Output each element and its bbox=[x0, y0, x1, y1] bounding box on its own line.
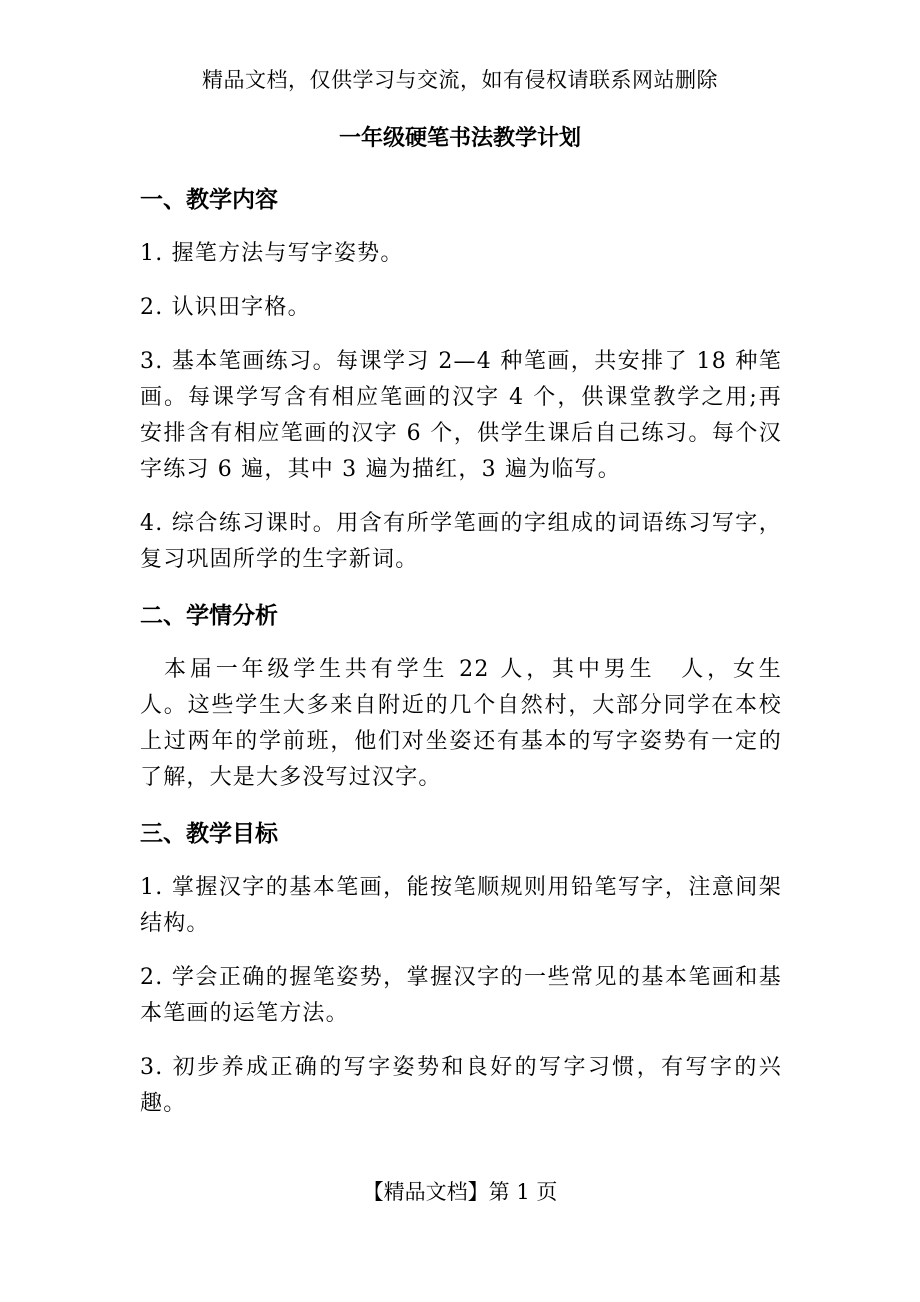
paragraph: 1. 握笔方法与写字姿势。 bbox=[140, 241, 404, 266]
paragraph: 2. 认识田字格。 bbox=[140, 295, 311, 320]
section-heading-teaching-goals: 三、教学目标 bbox=[140, 821, 278, 847]
section-heading-teaching-content: 一、教学内容 bbox=[140, 187, 278, 213]
section-heading-student-analysis: 二、学情分析 bbox=[140, 603, 278, 629]
paragraph: 2. 学会正确的握笔姿势，掌握汉字的一些常见的基本笔画和基本笔画的运笔方法。 bbox=[140, 965, 782, 1026]
paragraph: 4. 综合练习课时。用含有所学笔画的字组成的词语练习写字，复习巩固所学的生字新词。 bbox=[140, 511, 782, 572]
document-title: 一年级硬笔书法教学计划 bbox=[338, 126, 581, 151]
paragraph: 本届一年级学生共有学生 22 人，其中男生 人，女生 人。这些学生大多来自附近的几个自然村，大部分同学在本校上过两年的学前班，他们对坐姿还有基本的写字姿势有一定的了解，大是大多没写过汉字。 bbox=[140, 657, 806, 790]
header-note: 精品文档，仅供学习与交流，如有侵权请联系网站删除 bbox=[202, 68, 718, 92]
paragraph: 3. 初步养成正确的写字姿势和良好的写字习惯，有写字的兴趣。 bbox=[140, 1055, 782, 1116]
paragraph: 1. 掌握汉字的基本笔画，能按笔顺规则用铅笔写字，注意间架结构。 bbox=[140, 875, 782, 936]
paragraph: 3. 基本笔画练习。每课学习 2—4 种笔画，共安排了 18 种笔画。每课学写含有相应笔画的汉字 4 个，供课堂教学之用;再安排含有相应笔画的汉字 6 个，供学生课后自己练习。每个汉字练习 6 遍，其中 3 遍为描红，3 遍为临写。 bbox=[140, 349, 782, 482]
document-body bbox=[140, 180, 806, 1140]
page-footer: 【精品文档】第 1 页 bbox=[362, 1180, 558, 1204]
